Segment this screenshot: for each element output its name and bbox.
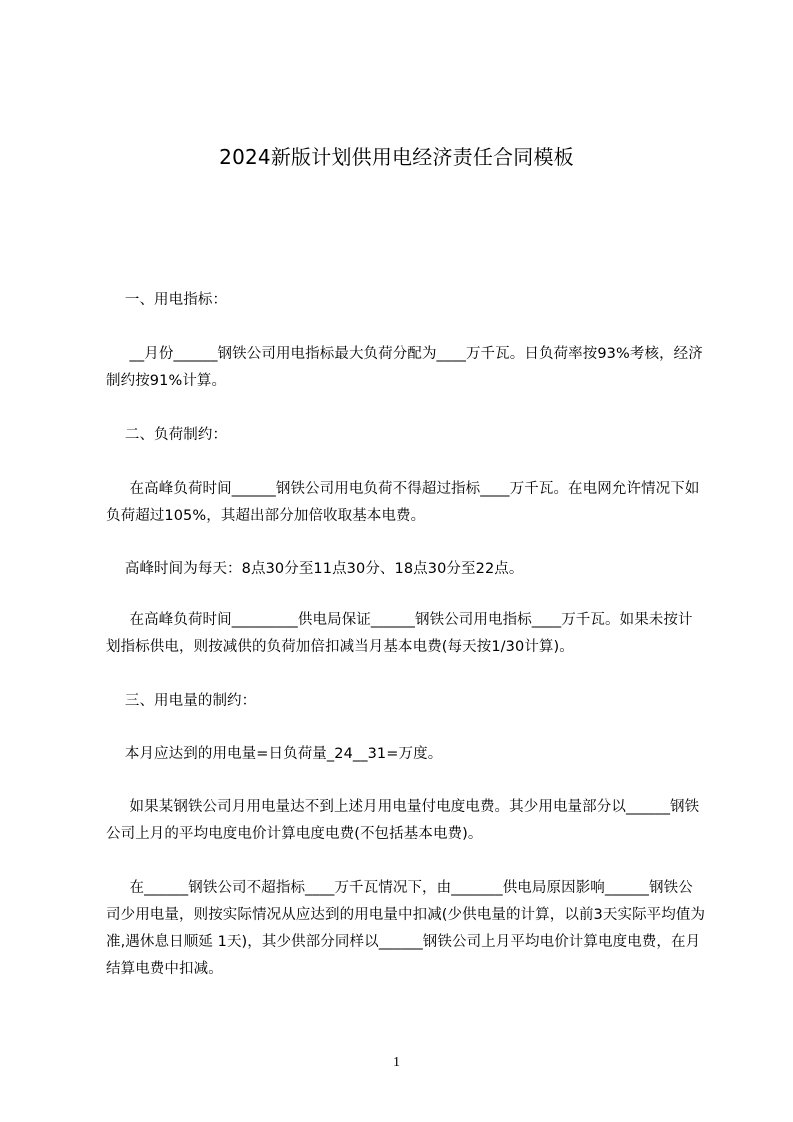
document-title: 2024新版计划供用电经济责任合同模板: [219, 145, 574, 169]
paragraph: 如果某钢铁公司月用电量达不到上述月用电量付电度电费。其少用电量部分以______钢铁公司上月的平均电度电价计算电度电费(不包括基本电费)。: [106, 799, 700, 842]
paragraph: 在高峰负荷时间_________供电局保证______钢铁公司用电指标____万千瓦。如果未按计划指标供电，则按减供的负荷加倍扣减当月基本电费(每天按1/30计算)。: [106, 612, 693, 655]
paragraph: 在______钢铁公司不超指标____万千瓦情况下，由_______供电局原因影响______钢铁公司少用电量，则按实际情况从应达到的用电量中扣减(少供电量的计算，以前3天实际平均值为准,遇休息日顺延 1天)，其少供部分同样以______钢铁公司上月平均电价计算电度电费，在月结算电费中扣减。: [106, 880, 706, 977]
paragraph: __月份______钢铁公司用电指标最大负荷分配为____万千瓦。日负荷率按93%考核，经济制约按91%计算。: [106, 346, 703, 389]
paragraph: 在高峰负荷时间______钢铁公司用电负荷不得超过指标____万千瓦。在电网允许情况下如负荷超过105%，其超出部分加倍收取基本电费。: [106, 481, 700, 524]
paragraph: 本月应达到的用电量=日负荷量_24__31=万度。: [106, 746, 443, 762]
section-heading-2: 二、负荷制约：: [106, 427, 228, 443]
page-number: 1: [393, 1055, 400, 1070]
section-heading-3: 三、用电量的制约：: [106, 693, 257, 709]
section-heading-1: 一、用电指标：: [106, 292, 228, 308]
paragraph: 高峰时间为每天：8点30分至11点30分、18点30分至22点。: [106, 561, 524, 577]
